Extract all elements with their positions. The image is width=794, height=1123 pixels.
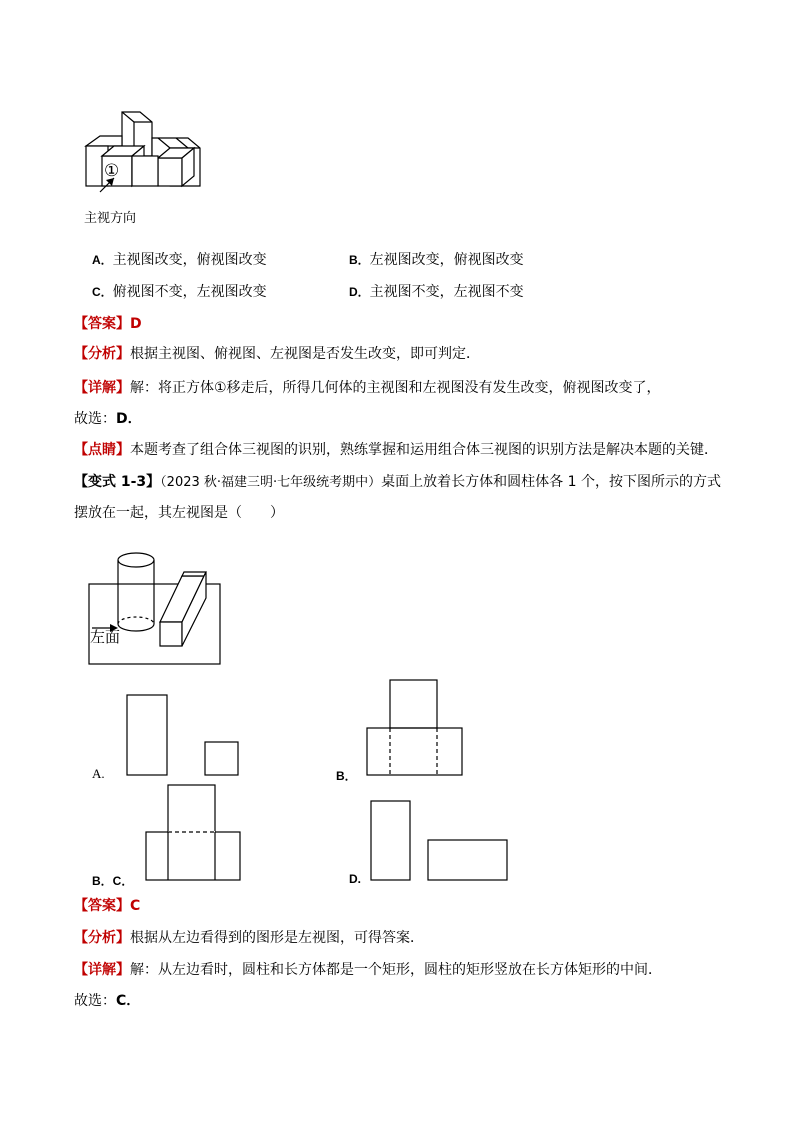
left-face-label: 左面 xyxy=(90,630,121,646)
q2-answer: 【答案】C xyxy=(74,898,141,914)
q2-stem-line1: 【变式 1-3】（2023 秋·福建三明·七年级统考期中）桌面上放着长方体和圆柱体各 1 个，按下图所示的方式 xyxy=(74,474,721,490)
q1-comment: 【点睛】本题考查了组合体三视图的识别，熟练掌握和运用组合体三视图的识别方法是解决本题的关键． xyxy=(74,442,718,458)
option-c: C．俯视图不变，左视图改变 xyxy=(92,284,267,300)
option-d: D．主视图不变，左视图不变 xyxy=(349,284,524,300)
option-d-figure xyxy=(370,800,510,890)
q2-option-c-label: B．C． xyxy=(92,874,134,888)
option-b: B．左视图改变，俯视图改变 xyxy=(349,252,524,268)
cube-number-label: ① xyxy=(104,161,120,181)
option-a: A．主视图改变，俯视图改变 xyxy=(92,252,267,268)
q2-choice: 故选：C． xyxy=(74,993,141,1009)
q2-option-d-label: D. xyxy=(349,872,361,886)
q2-detail: 【详解】解：从左边看时，圆柱和长方体都是一个矩形，圆柱的矩形竖放在长方体矩形的中间． xyxy=(74,962,662,978)
view-direction-label: 主视方向 xyxy=(84,211,137,226)
q2-option-b-label: B． xyxy=(336,769,357,783)
q2-analysis: 【分析】根据从左边看得到的图形是左视图，可得答案． xyxy=(74,930,424,946)
q1-answer: 【答案】D xyxy=(74,316,142,332)
q1-analysis: 【分析】根据主视图、俯视图、左视图是否发生改变，即可判定． xyxy=(74,346,480,362)
option-b-figure xyxy=(366,679,466,779)
table-cylinder-cuboid-figure xyxy=(88,548,228,668)
q1-choice: 故选：D． xyxy=(74,411,142,427)
option-a-figure xyxy=(126,694,246,784)
option-c-figure xyxy=(145,784,245,884)
q2-stem-line2: 摆放在一起，其左视图是（ ） xyxy=(74,505,284,521)
cube-figure xyxy=(78,106,218,196)
q1-detail: 【详解】解：将正方体①移走后，所得几何体的主视图和左视图没有发生改变，俯视图改变了， xyxy=(74,380,661,396)
q2-option-a-label: A. xyxy=(92,766,105,781)
